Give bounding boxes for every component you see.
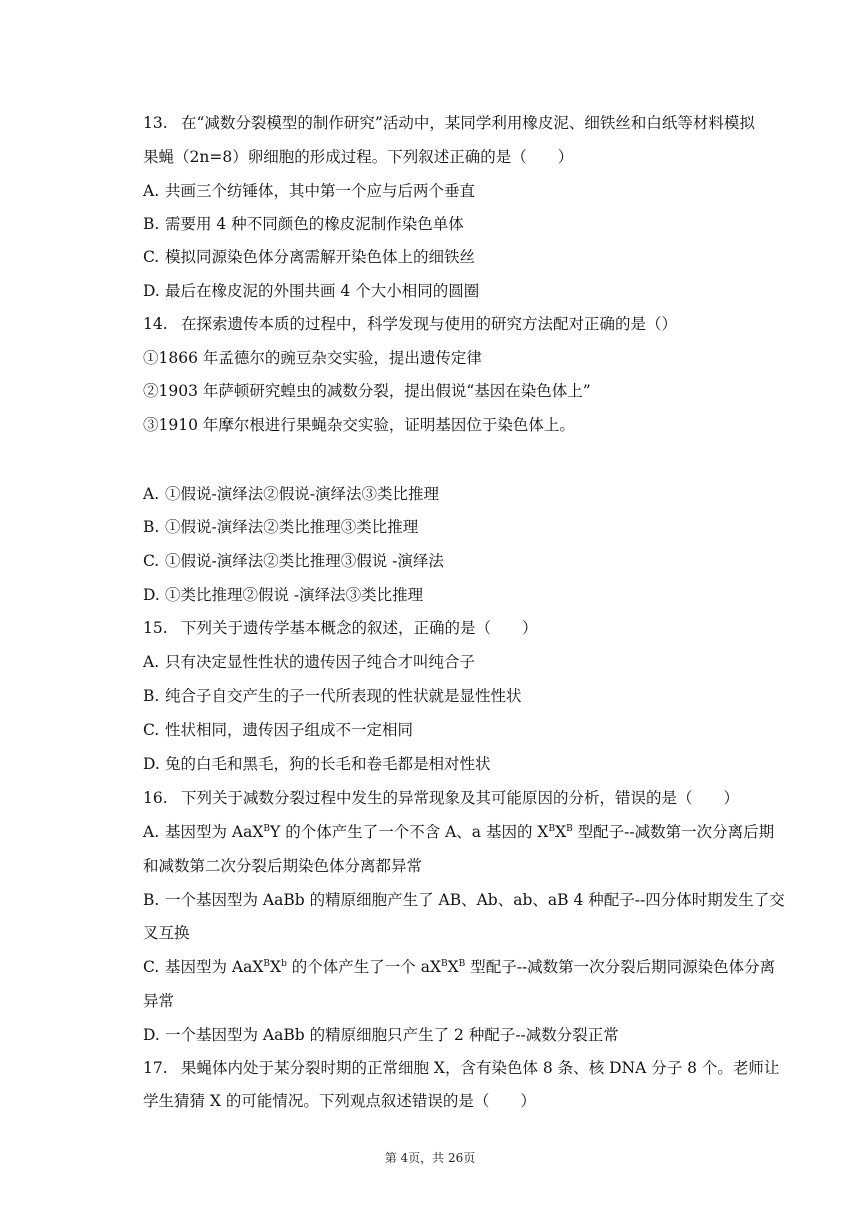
q13-option-b <box>143 214 464 234</box>
option-letter: A. <box>143 485 160 503</box>
q13-number: 13. <box>143 114 168 132</box>
q16-stem <box>143 788 739 808</box>
option-text: 兔的白毛和黑毛，狗的长毛和卷毛都是相对性状 <box>165 755 491 773</box>
option-letter: A. <box>143 653 160 671</box>
q16-number: 16. <box>143 789 168 807</box>
q13-stem-text-2: 果蝇（2n=8）卵细胞的形成过程。下列叙述正确的是（ ） <box>143 148 574 166</box>
q15-option-a <box>143 652 475 672</box>
superscript: B <box>458 958 466 969</box>
q13-stem-line2 <box>143 147 573 167</box>
option-letter: D. <box>143 282 160 300</box>
option-text: 一个基因型为 AaBb 的精原细胞只产生了 2 种配子--减数分裂正常 <box>165 1026 619 1044</box>
statement-text: ③1910 年摩尔根进行果蝇杂交实验，证明基因位于染色体上。 <box>143 416 575 434</box>
superscript: b <box>281 958 287 969</box>
option-text: 性状相同，遗传因子组成不一定相同 <box>165 721 414 739</box>
q13-option-a <box>143 181 475 201</box>
q14-number: 14. <box>143 315 168 333</box>
q14-stem-text: 在探索遗传本质的过程中，科学发现与使用的研究方法配对正确的是（） <box>181 315 678 333</box>
q15-stem <box>143 618 538 638</box>
option-letter: A. <box>143 823 160 841</box>
option-text: ①假说-演绎法②假说-演绎法③类比推理 <box>165 485 439 503</box>
q14-stem <box>143 314 677 334</box>
page-footer: 第 4页，共 26页 <box>384 1151 476 1165</box>
option-letter: C. <box>143 552 160 570</box>
option-text: 的个体产生了一个 aX <box>286 958 441 976</box>
q17-stem-line1 <box>143 1058 779 1078</box>
q15-option-b <box>143 686 522 706</box>
q14-item-3 <box>143 415 575 435</box>
option-text: ①类比推理②假说 -演绎法③类比推理 <box>165 586 424 604</box>
superscript: B <box>548 823 556 834</box>
option-text: 型配子--减数第一次分离后期 <box>572 823 775 841</box>
option-text: 型配子--减数第一次分裂后期同源染色体分离 <box>465 958 776 976</box>
q14-item-1 <box>143 348 482 368</box>
option-letter: D. <box>143 1026 160 1044</box>
option-text: 只有决定显性性状的遗传因子纯合才叫纯合子 <box>165 653 476 671</box>
q16-option-a-line2 <box>143 856 422 876</box>
q13-option-d <box>143 281 479 301</box>
option-text: 叉互换 <box>143 924 190 942</box>
option-text: 基因型为 AaX <box>165 958 264 976</box>
option-text: ①假说-演绎法②类比推理③假说 -演绎法 <box>165 552 444 570</box>
superscript: B <box>440 958 448 969</box>
superscript: B <box>263 823 271 834</box>
q14-option-b <box>143 517 418 537</box>
q13-option-c <box>143 247 475 267</box>
q16-option-c-line2 <box>143 991 174 1011</box>
option-text: 模拟同源染色体分离需解开染色体上的细铁丝 <box>165 248 476 266</box>
q15-option-d <box>143 754 491 774</box>
option-letter: B. <box>143 518 160 536</box>
q16-option-d <box>143 1025 619 1045</box>
statement-text: ②1903 年萨顿研究蝗虫的减数分裂，提出假说“基因在染色体上” <box>143 382 591 400</box>
option-letter: D. <box>143 755 160 773</box>
q17-stem-line2 <box>143 1091 536 1111</box>
q15-stem-text: 下列关于遗传学基本概念的叙述，正确的是（ ） <box>181 619 538 637</box>
option-text: ①假说-演绎法②类比推理③类比推理 <box>165 518 419 536</box>
q13-stem-line1 <box>143 113 755 133</box>
option-text: X <box>270 958 282 976</box>
option-text: 共画三个纺锤体，其中第一个应与后两个垂直 <box>165 182 476 200</box>
q14-item-2 <box>143 381 591 401</box>
q14-option-c <box>143 551 444 571</box>
q15-number: 15. <box>143 619 168 637</box>
q17-stem-text-2: 学生猜猜 X 的可能情况。下列观点叙述错误的是（ ） <box>143 1092 536 1110</box>
option-text: 和减数第二次分裂后期染色体分离都异常 <box>143 857 423 875</box>
option-text: 纯合子自交产生的子一代所表现的性状就是显性性状 <box>165 687 522 705</box>
q16-option-a-line1 <box>143 822 774 842</box>
q13-stem-text-1: 在“减数分裂模型的制作研究”活动中，某同学利用橡皮泥、细铁丝和白纸等材料模拟 <box>181 114 755 132</box>
q16-option-b-line2 <box>143 923 190 943</box>
option-letter: A. <box>143 182 160 200</box>
q17-stem-text-1: 果蝇体内处于某分裂时期的正常细胞 X，含有染色体 8 条、核 DNA 分子 8 个。老师让 <box>181 1059 780 1077</box>
q15-option-c <box>143 720 413 740</box>
option-letter: B. <box>143 891 160 909</box>
option-text: 最后在橡皮泥的外围共画 4 个大小相同的圆圈 <box>165 282 480 300</box>
q14-option-a <box>143 484 439 504</box>
option-text: 异常 <box>143 992 175 1010</box>
option-letter: C. <box>143 248 160 266</box>
option-letter: B. <box>143 687 160 705</box>
q14-option-d <box>143 585 423 605</box>
option-letter: D. <box>143 586 160 604</box>
superscript: B <box>566 823 573 834</box>
option-text: Y 的个体产生了一个不含 A、a 基因的 X <box>270 823 549 841</box>
option-text: X <box>555 823 567 841</box>
q16-option-b-line1 <box>143 890 785 910</box>
option-letter: C. <box>143 721 160 739</box>
option-text: 需要用 4 种不同颜色的橡皮泥制作染色单体 <box>165 215 464 233</box>
option-letter: C. <box>143 958 160 976</box>
statement-text: ①1866 年孟德尔的豌豆杂交实验，提出遗传定律 <box>143 349 482 367</box>
option-text: X <box>447 958 459 976</box>
q16-stem-text: 下列关于减数分裂过程中发生的异常现象及其可能原因的分析，错误的是（ ） <box>181 789 740 807</box>
superscript: B <box>263 958 271 969</box>
option-text: 一个基因型为 AaBb 的精原细胞产生了 AB、Ab、ab、aB 4 种配子--四分体时期发生了交 <box>165 891 785 909</box>
q17-number: 17. <box>143 1059 168 1077</box>
option-letter: B. <box>143 215 160 233</box>
option-text: 基因型为 AaX <box>165 823 264 841</box>
q16-option-c-line1 <box>143 957 775 977</box>
